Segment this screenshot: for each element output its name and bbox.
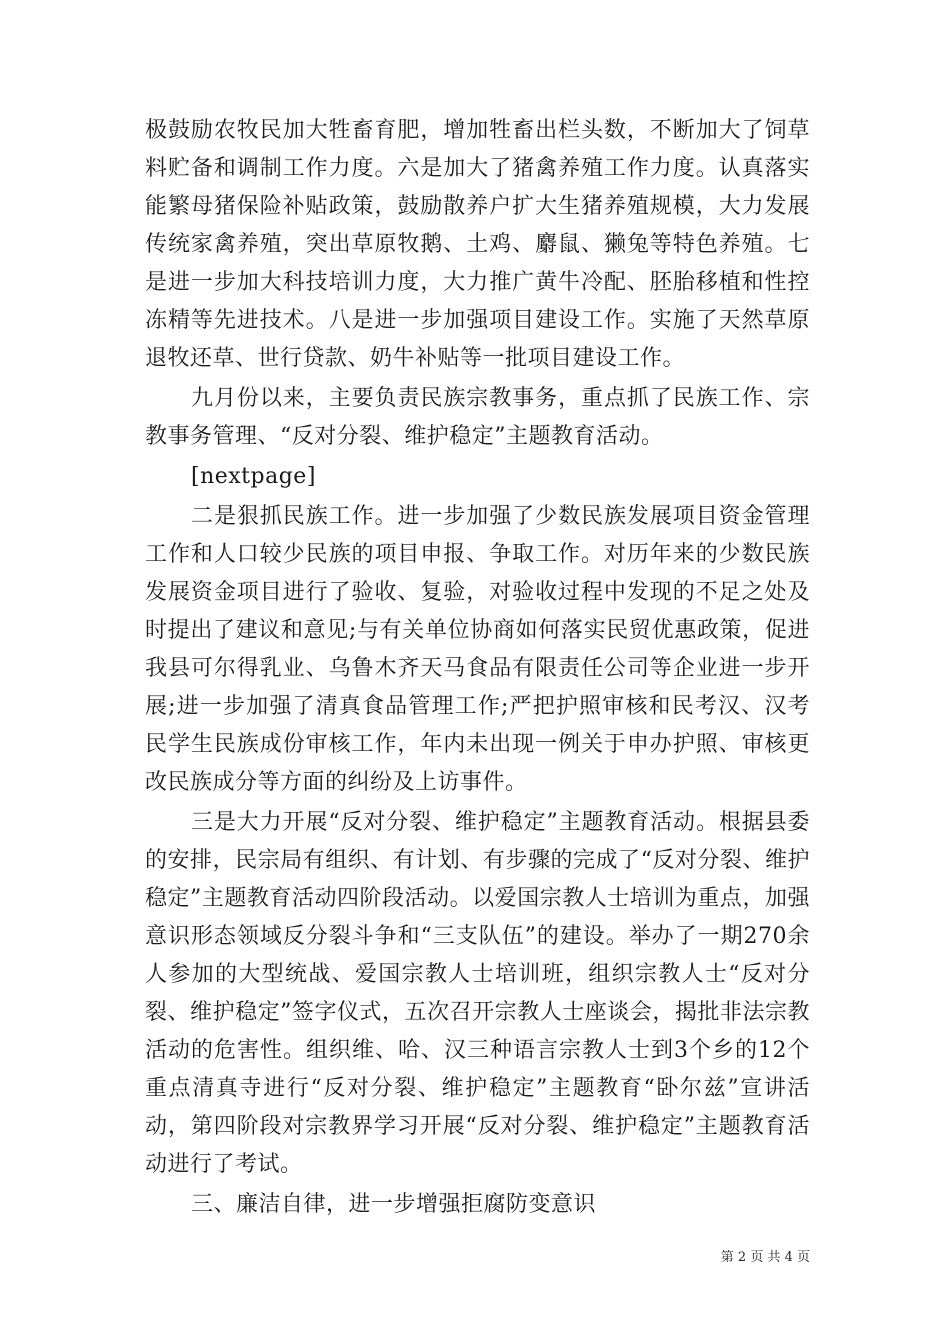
paragraph-ethnic-work: 二是狠抓民族工作。进一步加强了少数民族发展项目资金管理工作和人口较少民族的项目申报、争取工作。对历年来的少数民族发展资金项目进行了验收、复验，对验收过程中发现的不足之处及时提出了建议和意见;与有关单位协商如何落实民贸优惠政策，促进我县可尔得乳业、乌鲁木齐天马食品有限责任公司等企业进一步开展;进一步加强了清真食品管理工作;严把护照审核和民考汉、汉考民学生民族成份审核工作，年内未出现一例关于申办护照、审核更改民族成分等方面的纠纷及上访事件。 — [145, 504, 810, 795]
paragraph-september: 九月份以来，主要负责民族宗教事务，重点抓了民族工作、宗教事务管理、“反对分裂、维护稳定”主题教育活动。 — [145, 386, 810, 449]
document-body — [145, 112, 810, 1224]
page-number: 第 2 页 共 4 页 — [720, 1250, 810, 1265]
nextpage-marker: [nextpage] — [191, 464, 316, 489]
section-heading-integrity: 三、廉洁自律，进一步增强拒腐防变意识 — [191, 1192, 597, 1217]
paragraph-education-campaign: 三是大力开展“反对分裂、维护稳定”主题教育活动。根据县委的安排，民宗局有组织、有计划、有步骤的完成了“反对分裂、维护稳定”主题教育活动四阶段活动。以爱国宗教人士培训为重点，加强意识形态领域反分裂斗争和“三支队伍”的建设。举办了一期270余人参加的大型统战、爱国宗教人士培训班，组织宗教人士“反对分裂、维护稳定”签字仪式，五次召开宗教人士座谈会，揭批非法宗教活动的危害性。组织维、哈、汉三种语言宗教人士到3个乡的12个重点清真寺进行“反对分裂、维护稳定”主题教育“卧尔兹”宣讲活动，第四阶段对宗教界学习开展“反对分裂、维护稳定”主题教育活动进行了考试。 — [145, 810, 810, 1177]
paragraph-continuation: 极鼓励农牧民加大牲畜育肥，增加牲畜出栏头数，不断加大了饲草料贮备和调制工作力度。六是加大了猪禽养殖工作力度。认真落实能繁母猪保险补贴政策，鼓励散养户扩大生猪养殖规模，大力发展传统家禽养殖，突出草原牧鹅、土鸡、麝鼠、獭兔等特色养殖。七是进一步加大科技培训力度，大力推广黄牛冷配、胚胎移植和性控冻精等先进技术。八是进一步加强项目建设工作。实施了天然草原退牧还草、世行贷款、奶牛补贴等一批项目建设工作。 — [145, 118, 810, 371]
